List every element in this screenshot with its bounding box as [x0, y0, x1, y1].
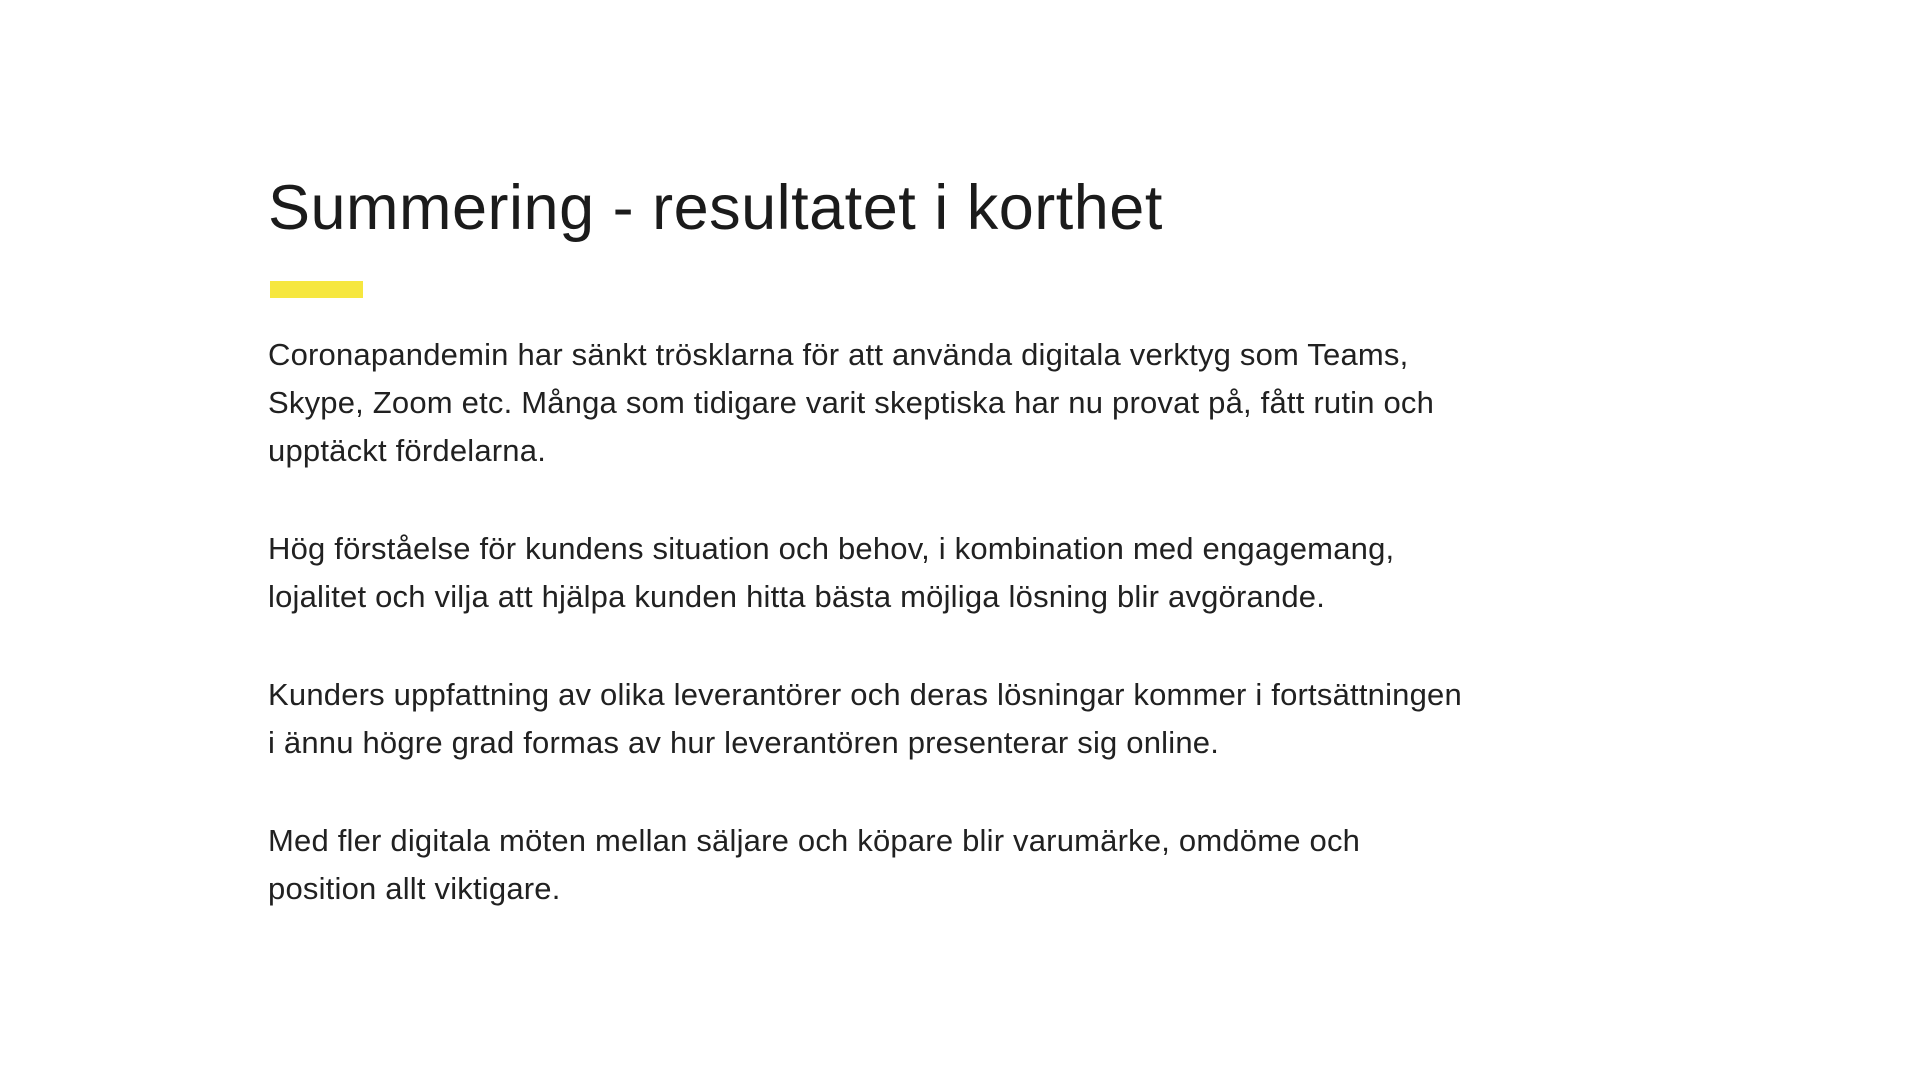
text-line: Coronapandemin har sänkt trösklarna för att använda digitala verktyg som Teams, — [268, 337, 1409, 372]
paragraph-4 — [268, 817, 1748, 913]
text-line: Hög förståelse för kundens situation och behov, i kombination med engagemang, — [268, 531, 1395, 566]
paragraph-1 — [268, 331, 1748, 475]
paragraph-2 — [268, 525, 1748, 621]
text-line: lojalitet och vilja att hjälpa kunden hitta bästa möjliga lösning blir avgörande. — [268, 579, 1326, 614]
text-line: upptäckt fördelarna. — [268, 433, 547, 468]
slide-title: Summering - resultatet i korthet — [268, 173, 1163, 243]
text-line: Skype, Zoom etc. Många som tidigare varit skeptiska har nu provat på, fått rutin och — [268, 385, 1435, 420]
text-line: position allt viktigare. — [268, 871, 561, 906]
text-line: Med fler digitala möten mellan säljare och köpare blir varumärke, omdöme och — [268, 823, 1361, 858]
paragraph-3 — [268, 671, 1748, 767]
slide-body — [268, 331, 1748, 963]
text-line: i ännu högre grad formas av hur leverantören presenterar sig online. — [268, 725, 1220, 760]
text-line: Kunders uppfattning av olika leverantörer och deras lösningar kommer i fortsättningen — [268, 677, 1462, 712]
accent-bar — [270, 281, 363, 298]
